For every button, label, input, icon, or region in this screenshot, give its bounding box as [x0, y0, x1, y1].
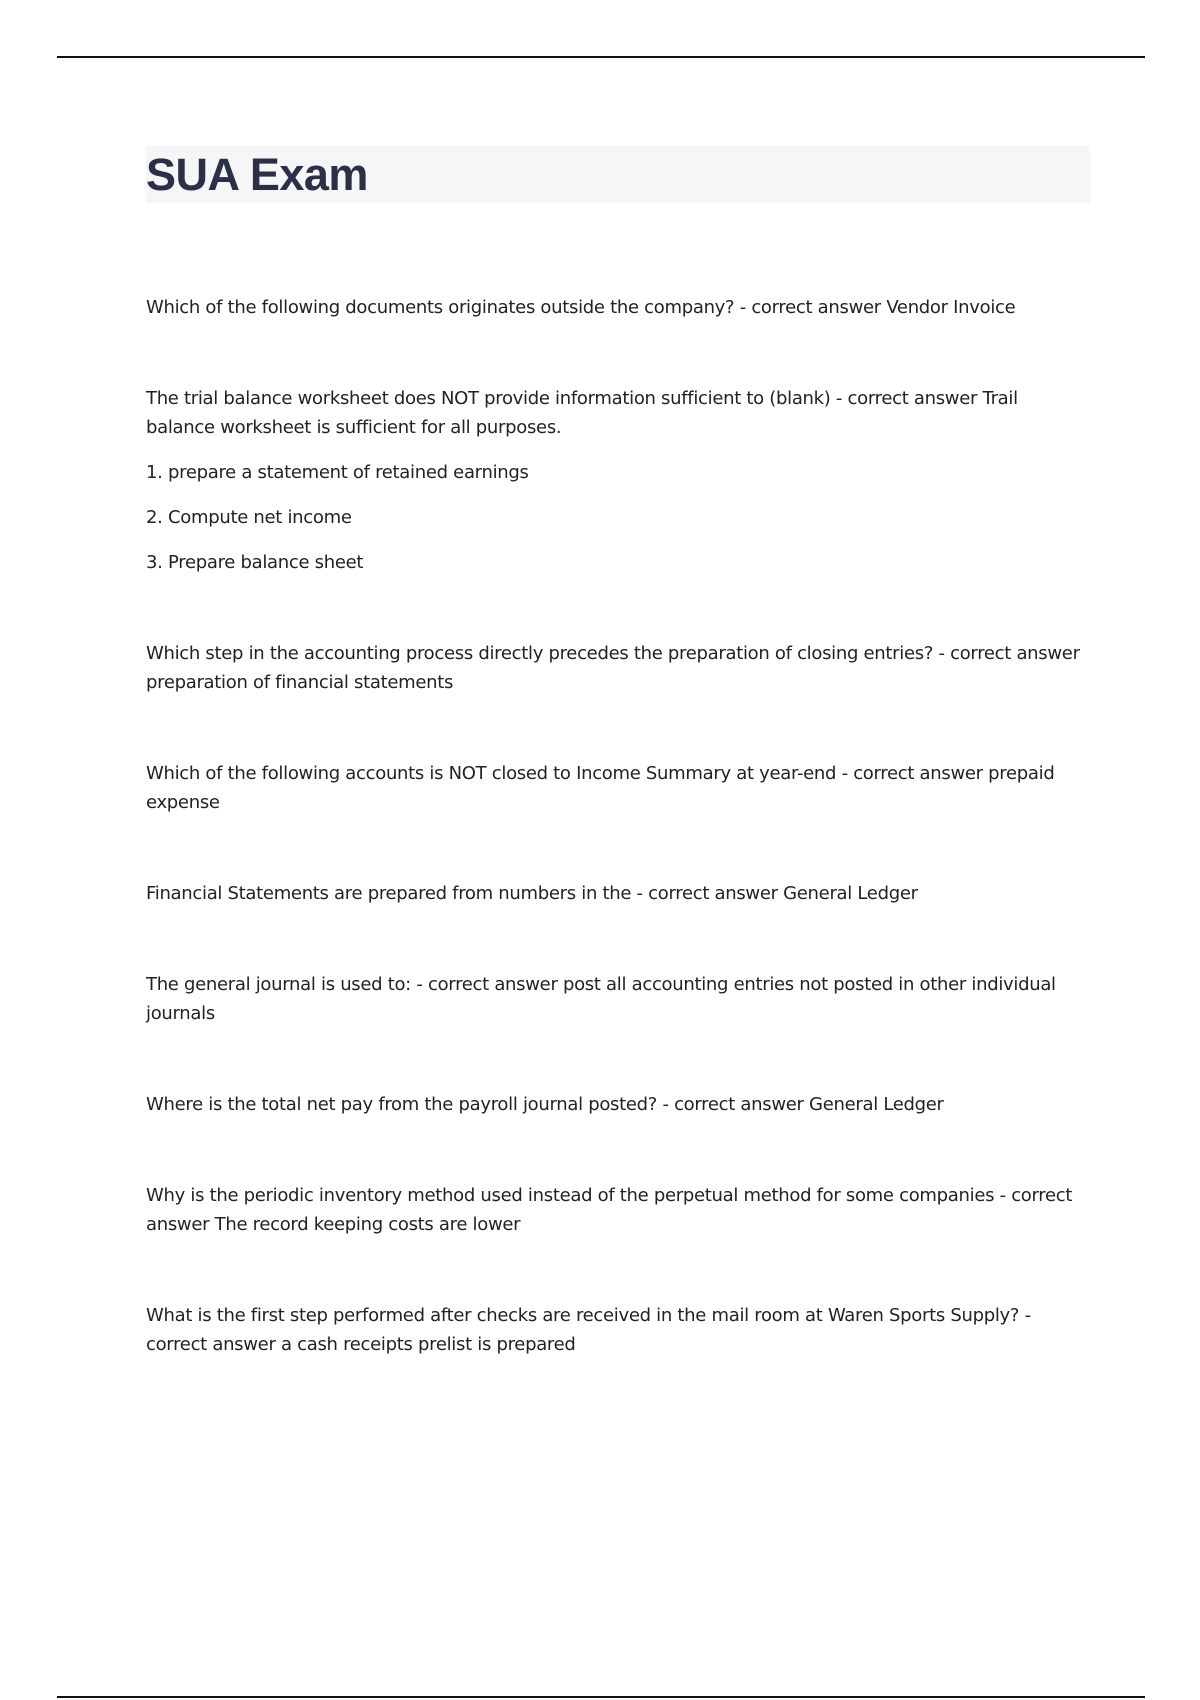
- qa-item: Where is the total net pay from the payroll journal posted? - correct answer General Ledger: [146, 1094, 944, 1115]
- qa-item-with-list: [146, 384, 1090, 577]
- header-rule: [57, 56, 1145, 58]
- list-item: 3. Prepare balance sheet: [146, 552, 364, 573]
- qa-item: What is the first step performed after checks are received in the mail room at Waren Sports Supply? - correct answer a cash receipts prelist is prepared: [146, 1305, 1031, 1355]
- footer-rule: [57, 1696, 1145, 1698]
- qa-item: Which of the following documents originates outside the company? - correct answer Vendor Invoice: [146, 297, 1016, 318]
- qa-item: Financial Statements are prepared from numbers in the - correct answer General Ledger: [146, 883, 918, 904]
- title-band: [146, 146, 1090, 203]
- document-body: [146, 146, 1090, 1421]
- qa-item: Why is the periodic inventory method used instead of the perpetual method for some companies - correct answer The record keeping costs are lower: [146, 1185, 1073, 1235]
- qa-item: The general journal is used to: - correct answer post all accounting entries not posted in other individual journals: [146, 974, 1056, 1024]
- document-title: SUA Exam: [146, 149, 368, 200]
- list-item: 2. Compute net income: [146, 507, 352, 528]
- qa-item: Which step in the accounting process directly precedes the preparation of closing entries? - correct answer preparation of financial statements: [146, 643, 1080, 693]
- list-item: 1. prepare a statement of retained earnings: [146, 462, 529, 483]
- qa-item: Which of the following accounts is NOT closed to Income Summary at year-end - correct answer prepaid expense: [146, 763, 1055, 813]
- qa-item: The trial balance worksheet does NOT provide information sufficient to (blank) - correct answer Trail balance worksheet is sufficient for all purposes.: [146, 388, 1018, 438]
